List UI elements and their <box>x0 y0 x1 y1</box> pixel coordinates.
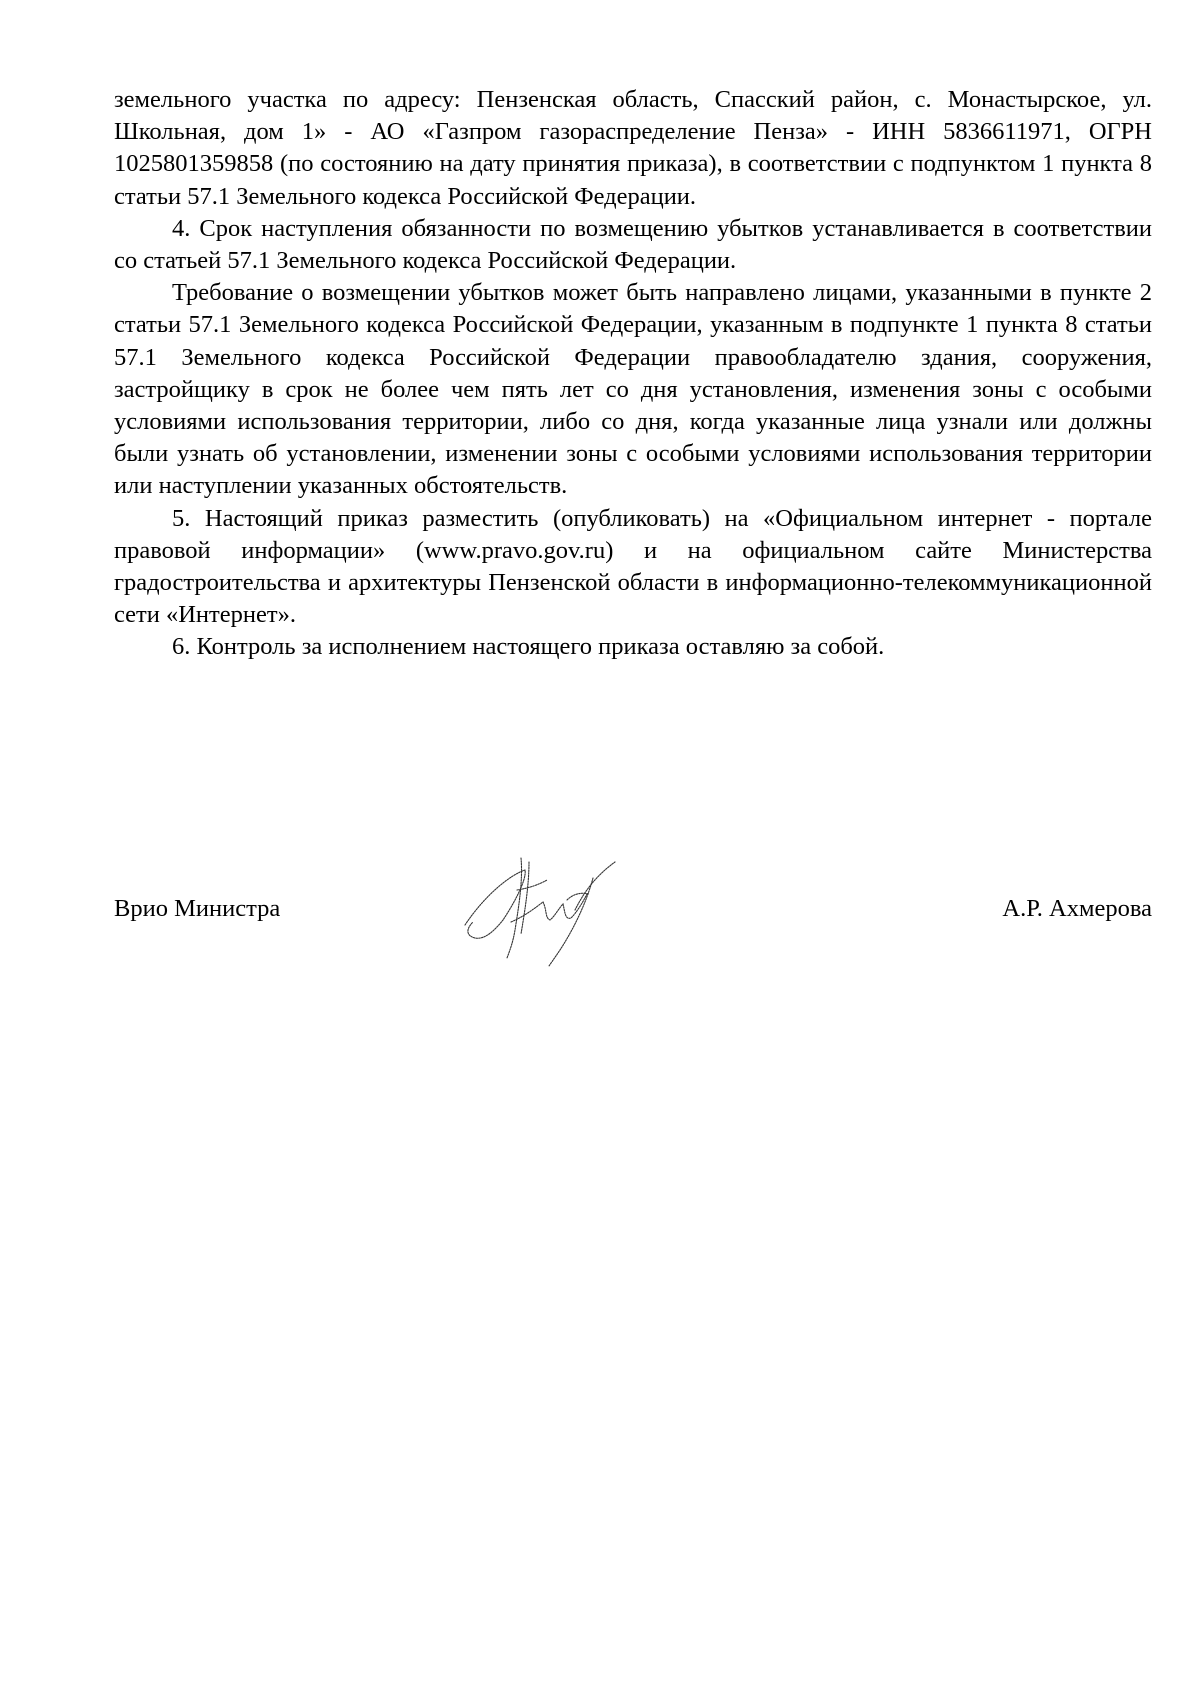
paragraph-item-5: 5. Настоящий приказ разместить (опубликовать) на «Официальном интернет - портале правовой информации» (www.pravo.gov.ru) и на официальном сайте Министерства градостроительства и архитектуры Пензенской области в информационно-телекоммуникационной сети «Интернет». <box>114 504 1152 629</box>
document-body <box>114 84 1152 664</box>
paragraph-item-4: 4. Срок наступления обязанности по возмещению убытков устанавливается в соответствии со статьей 57.1 Земельного кодекса Российской Федерации. <box>114 214 1152 275</box>
paragraph-compensation-claim: Требование о возмещении убытков может быть направлено лицами, указанными в пункте 2 статьи 57.1 Земельного кодекса Российской Федерации, указанным в подпункте 1 пункта 8 статьи 57.1 Земельного кодекса Российской Федерации правообладателю здания, сооружения, застройщику в срок не более чем пять лет со дня установления, изменения зоны с особыми условиями использования территории, либо со дня, когда указанные лица узнали или должны были узнать об установлении, изменении зоны с особыми условиями использования территории или наступлении указанных обстоятельств. <box>114 279 1152 500</box>
paragraph-item-6: 6. Контроль за исполнением настоящего приказа оставляю за собой. <box>172 633 885 661</box>
paragraph-address-continuation: земельного участка по адресу: Пензенская область, Спасский район, с. Монастырское, ул. Школьная, дом 1» - АО «Газпром газораспределение Пенза» - ИНН 5836611971, ОГРН 1025801359858 (по состоянию на дату принятия приказа), в соответствии с подпунктом 1 пункта 8 статьи 57.1 Земельного кодекса Российской Федерации. <box>114 86 1152 210</box>
signatory-name: А.Р. Ахмерова <box>1002 895 1152 922</box>
handwritten-signature <box>455 850 630 970</box>
signatory-position: Врио Министра <box>114 895 281 922</box>
